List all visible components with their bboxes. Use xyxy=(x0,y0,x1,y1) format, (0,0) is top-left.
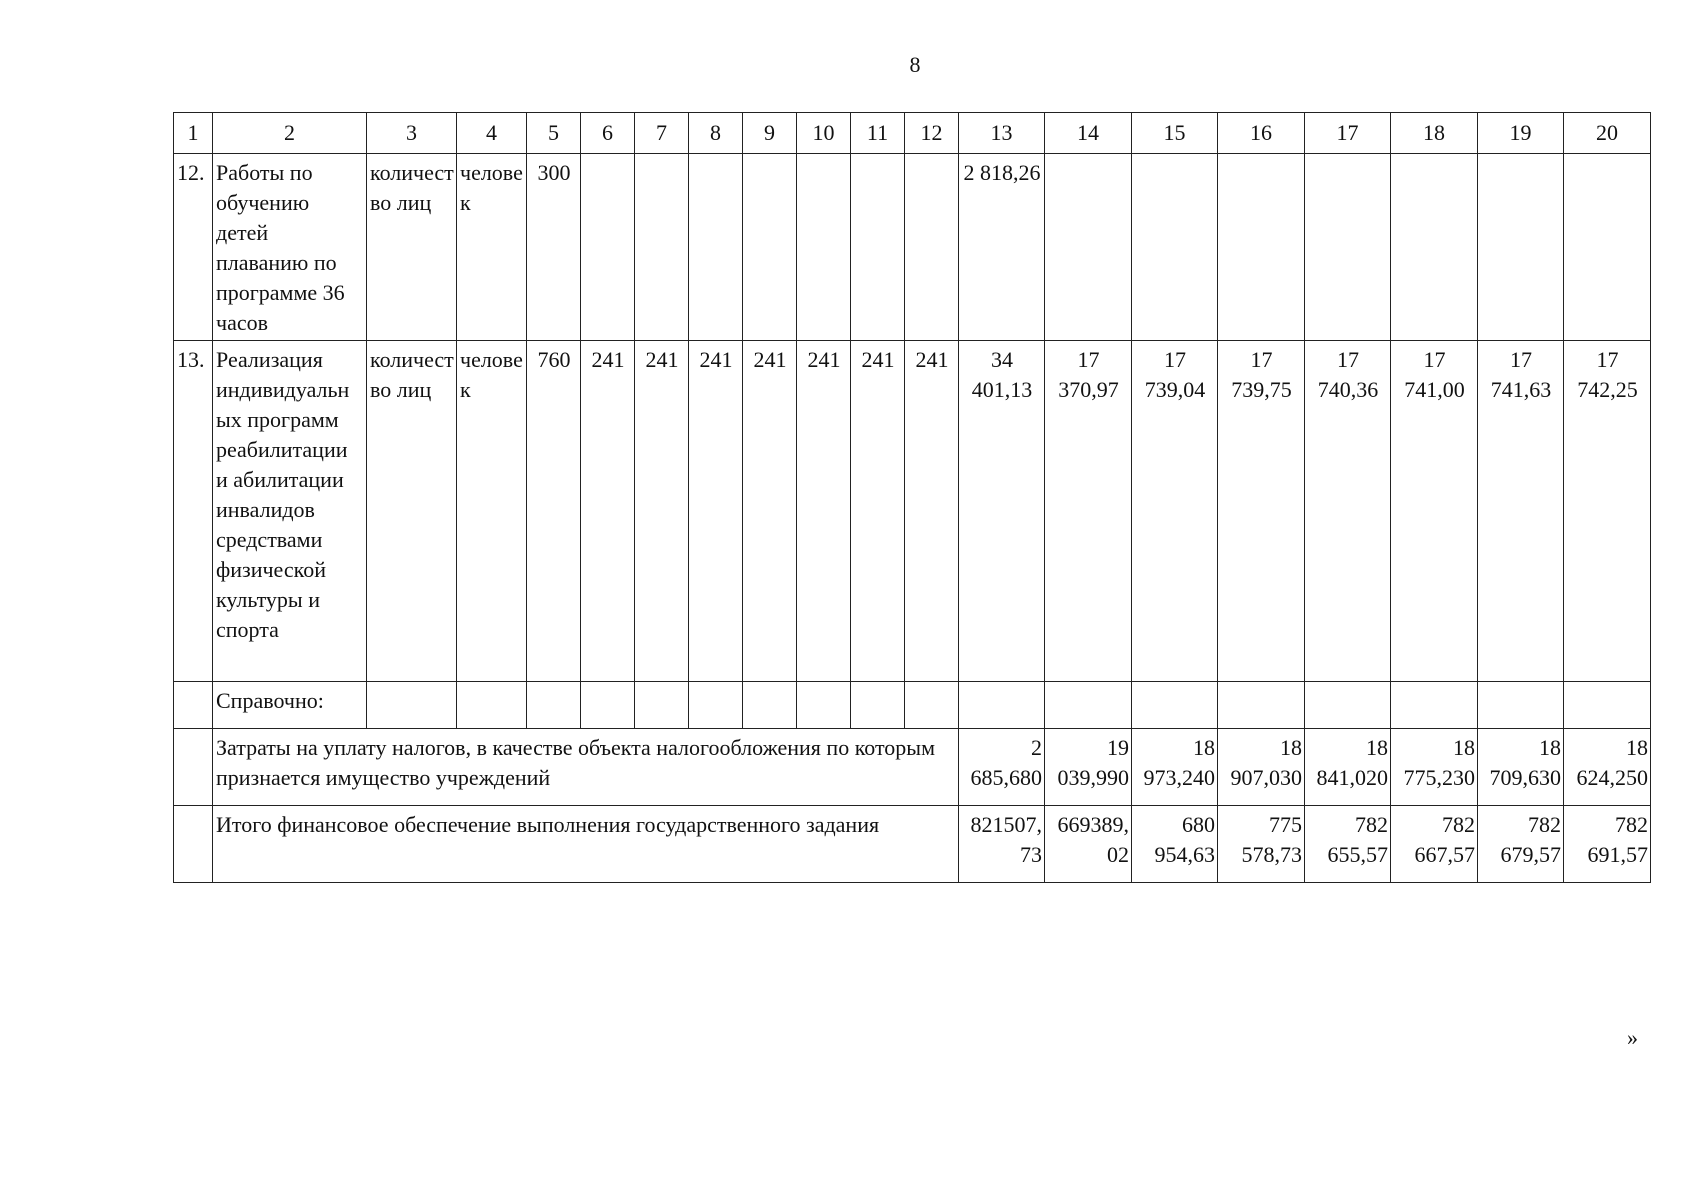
header-cell: 9 xyxy=(743,113,797,154)
table-cell: 17 741,00 xyxy=(1391,341,1478,682)
table-cell xyxy=(689,154,743,341)
total-value: 669389,02 xyxy=(1045,806,1132,883)
row-name: Работы по обучению детей плаванию по программе 36 часов xyxy=(213,154,367,341)
table-cell xyxy=(1132,682,1218,729)
header-cell: 1 xyxy=(174,113,213,154)
table-cell xyxy=(174,806,213,883)
tax-label: Затраты на уплату налогов, в качестве объекта налогообложения по которым признается имущество учреждений xyxy=(213,729,959,806)
table-cell xyxy=(581,682,635,729)
table-cell xyxy=(1305,682,1391,729)
row-indicator: количество лиц xyxy=(367,154,457,341)
header-cell: 20 xyxy=(1564,113,1651,154)
table-cell xyxy=(1564,682,1651,729)
table-row xyxy=(174,341,1651,682)
reference-row xyxy=(174,682,1651,729)
table-cell xyxy=(1218,682,1305,729)
total-value: 782 679,57 xyxy=(1478,806,1564,883)
total-row xyxy=(174,806,1651,883)
table-cell xyxy=(689,682,743,729)
tax-value: 18 907,030 xyxy=(1218,729,1305,806)
table-cell xyxy=(1305,154,1391,341)
header-cell: 2 xyxy=(213,113,367,154)
header-cell: 3 xyxy=(367,113,457,154)
tax-value: 19 039,990 xyxy=(1045,729,1132,806)
tax-value: 18 775,230 xyxy=(1391,729,1478,806)
total-value: 680 954,63 xyxy=(1132,806,1218,883)
table-cell: 241 xyxy=(689,341,743,682)
table-cell: 17 739,75 xyxy=(1218,341,1305,682)
header-cell: 7 xyxy=(635,113,689,154)
table-cell xyxy=(1132,154,1218,341)
row-number: 12. xyxy=(174,154,213,341)
table-row xyxy=(174,154,1651,341)
header-cell: 12 xyxy=(905,113,959,154)
total-value: 782 655,57 xyxy=(1305,806,1391,883)
header-cell: 17 xyxy=(1305,113,1391,154)
table-cell xyxy=(905,682,959,729)
table-cell: 300 xyxy=(527,154,581,341)
row-number: 13. xyxy=(174,341,213,682)
table-cell xyxy=(457,682,527,729)
tax-value: 18 973,240 xyxy=(1132,729,1218,806)
table-cell xyxy=(174,729,213,806)
table-cell: 241 xyxy=(797,341,851,682)
table-cell xyxy=(581,154,635,341)
header-cell: 18 xyxy=(1391,113,1478,154)
table-cell xyxy=(367,682,457,729)
reference-label: Справочно: xyxy=(213,682,367,729)
table-cell xyxy=(905,154,959,341)
page-number: 8 xyxy=(909,52,921,77)
table-cell: 17 740,36 xyxy=(1305,341,1391,682)
table-cell xyxy=(1391,682,1478,729)
tax-value: 18 841,020 xyxy=(1305,729,1391,806)
table-cell xyxy=(1478,154,1564,341)
header-cell: 15 xyxy=(1132,113,1218,154)
total-value: 782 667,57 xyxy=(1391,806,1478,883)
table-cell xyxy=(743,682,797,729)
header-row xyxy=(174,113,1651,154)
table-cell: 17 739,04 xyxy=(1132,341,1218,682)
table-cell: 17 741,63 xyxy=(1478,341,1564,682)
header-cell: 10 xyxy=(797,113,851,154)
closing-quote-mark: » xyxy=(1627,1025,1638,1050)
tax-value: 18 709,630 xyxy=(1478,729,1564,806)
header-cell: 5 xyxy=(527,113,581,154)
table-cell: 17 370,97 xyxy=(1045,341,1132,682)
table-cell xyxy=(1564,154,1651,341)
row-indicator: количество лиц xyxy=(367,341,457,682)
table-cell: 241 xyxy=(743,341,797,682)
table-cell: 241 xyxy=(905,341,959,682)
table-cell: 241 xyxy=(635,341,689,682)
total-value: 821507,73 xyxy=(959,806,1045,883)
table-cell xyxy=(959,682,1045,729)
row-name: Реализация индивидуальных программ реабилитации и абилитации инвалидов средствами физической культуры и спорта xyxy=(213,341,367,682)
header-cell: 16 xyxy=(1218,113,1305,154)
header-cell: 19 xyxy=(1478,113,1564,154)
header-cell: 14 xyxy=(1045,113,1132,154)
header-cell: 4 xyxy=(457,113,527,154)
table-cell xyxy=(1218,154,1305,341)
tax-row xyxy=(174,729,1651,806)
table-cell: 17 742,25 xyxy=(1564,341,1651,682)
table-cell xyxy=(851,154,905,341)
table-cell: 34 401,13 xyxy=(959,341,1045,682)
header-cell: 13 xyxy=(959,113,1045,154)
table-cell: 760 xyxy=(527,341,581,682)
total-value: 775 578,73 xyxy=(1218,806,1305,883)
table-cell: 241 xyxy=(851,341,905,682)
table-cell xyxy=(1478,682,1564,729)
table-cell xyxy=(635,154,689,341)
header-cell: 11 xyxy=(851,113,905,154)
row-unit: человек xyxy=(457,341,527,682)
total-value: 782 691,57 xyxy=(1564,806,1651,883)
header-cell: 8 xyxy=(689,113,743,154)
table-cell xyxy=(851,682,905,729)
header-cell: 6 xyxy=(581,113,635,154)
table-cell xyxy=(635,682,689,729)
financial-table xyxy=(173,112,1651,883)
table-cell xyxy=(527,682,581,729)
table-cell xyxy=(1391,154,1478,341)
table-cell xyxy=(174,682,213,729)
table-cell xyxy=(1045,682,1132,729)
table-cell: 2 818,26 xyxy=(959,154,1045,341)
tax-value: 2 685,680 xyxy=(959,729,1045,806)
row-unit: человек xyxy=(457,154,527,341)
table-cell xyxy=(1045,154,1132,341)
tax-value: 18 624,250 xyxy=(1564,729,1651,806)
total-label: Итого финансовое обеспечение выполнения государственного задания xyxy=(213,806,959,883)
table-cell xyxy=(797,154,851,341)
table-cell: 241 xyxy=(581,341,635,682)
table-cell xyxy=(743,154,797,341)
table-cell xyxy=(797,682,851,729)
